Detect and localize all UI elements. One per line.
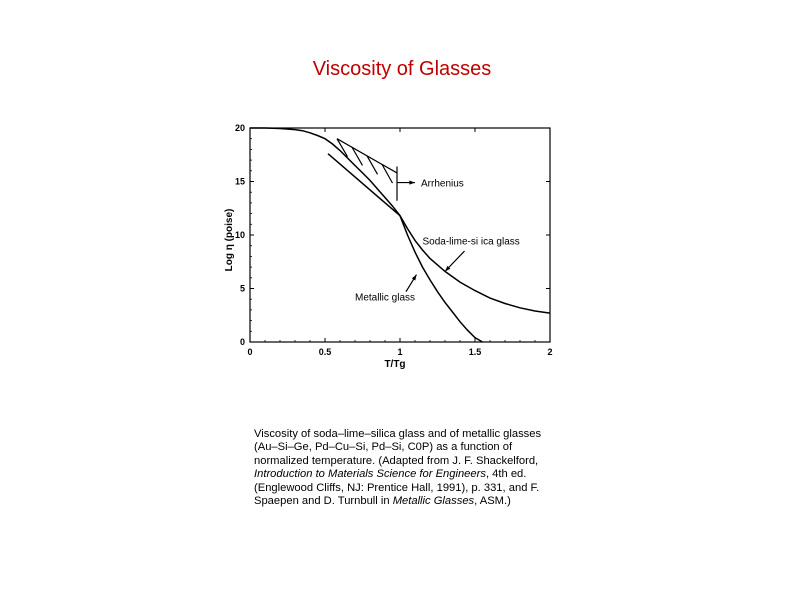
- y-tick-label: 20: [234, 123, 245, 133]
- arrhenius-arrow-head: [409, 181, 415, 185]
- annotation-soda-lime: Soda-lime-si ica glass: [422, 236, 520, 248]
- y-tick-label: 5: [239, 283, 245, 294]
- series-line-soda-lime-silica: [250, 128, 550, 313]
- figure-caption: [254, 428, 554, 508]
- caption-segment: , 4th ed. (Englewood Cliffs, NJ: Prentice Hall, 1991), p. 331, and F. Spaepen and D. Turnbull in: [254, 468, 540, 508]
- series-line-metallic-glass: [400, 216, 483, 342]
- x-tick-label: 0: [247, 347, 253, 357]
- metallic-glass-arrow-head: [412, 275, 417, 281]
- y-tick-label: 0: [239, 337, 245, 347]
- series-line-arrhenius: [328, 154, 400, 216]
- y-tick-label: 15: [234, 176, 245, 187]
- caption-italic-segment: Metallic Glasses: [392, 495, 475, 508]
- annotation-metallic-glass: Metallic glass: [355, 292, 416, 304]
- x-tick-label: 1.5: [468, 347, 482, 357]
- viscosity-chart: [210, 120, 580, 380]
- x-tick-label: 1: [397, 347, 403, 357]
- plot-frame: [250, 128, 550, 342]
- y-tick-label: 10: [234, 230, 245, 240]
- y-axis-label: Log η (poise): [224, 208, 235, 272]
- annotation-arrhenius: Arrhenius: [421, 178, 464, 190]
- caption-italic-segment: Introduction to Materials Science for Engineers: [254, 468, 486, 481]
- x-tick-label: 2: [547, 347, 553, 357]
- x-tick-label: 0.5: [318, 347, 332, 357]
- x-axis-label: T/Tg: [384, 359, 406, 370]
- caption-segment: Viscosity of soda–lime–silica glass and of metallic glasses (Au–Si–Ge, Pd–Cu–Si, Pd–Si, C0P) as a function of normalized temperature. (Adapted from J. F. Shackelford,: [254, 428, 542, 467]
- caption-segment: , ASM.): [474, 495, 511, 508]
- slide-title: Viscosity of Glasses: [312, 58, 492, 80]
